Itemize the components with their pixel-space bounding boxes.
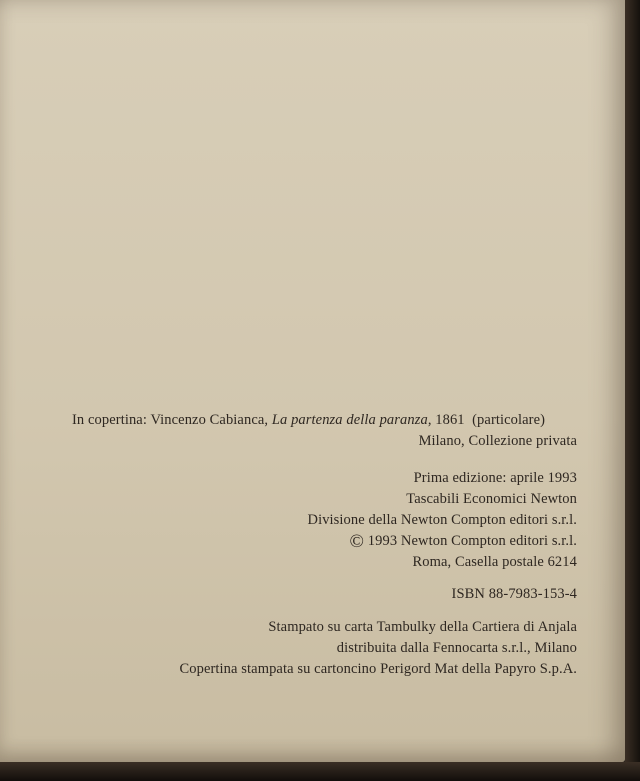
cover-artwork-year: , 1861 (427, 412, 465, 428)
edition-block (308, 468, 578, 573)
cover-paper-info: Copertina stampata su cartoncino Perigord Mat della Papyro S.p.A. (179, 661, 577, 677)
series-name: Tascabili Economici Newton (406, 491, 577, 507)
cover-artwork-title: La partenza della paranza (271, 412, 428, 428)
copyright-icon: © (349, 531, 365, 552)
isbn-block (452, 584, 577, 605)
page-bottom-shadow (0, 762, 640, 781)
isbn: ISBN 88-7983-153-4 (451, 586, 577, 602)
publisher-division: Divisione della Newton Compton editori s.r.l. (307, 512, 577, 528)
cover-credit-prefix: In copertina: Vincenzo Cabianca, (72, 412, 272, 428)
page-right-shadow (625, 0, 640, 781)
cover-location: Milano, Collezione privata (418, 433, 577, 449)
publisher-address: Roma, Casella postale 6214 (412, 554, 577, 570)
printing-block (179, 617, 577, 680)
first-edition: Prima edizione: aprile 1993 (413, 470, 577, 486)
copyright-line (308, 531, 578, 552)
cover-artwork-note: (particolare) (472, 412, 546, 428)
paper-info: Stampato su carta Tambulky della Cartiera di Anjala (268, 619, 577, 635)
copyright-text: 1993 Newton Compton editori s.r.l. (367, 533, 577, 549)
cover-location-block (419, 431, 577, 452)
distribution-info: distribuita dalla Fennocarta s.r.l., Milano (336, 640, 577, 656)
cover-credit-line (72, 410, 545, 431)
